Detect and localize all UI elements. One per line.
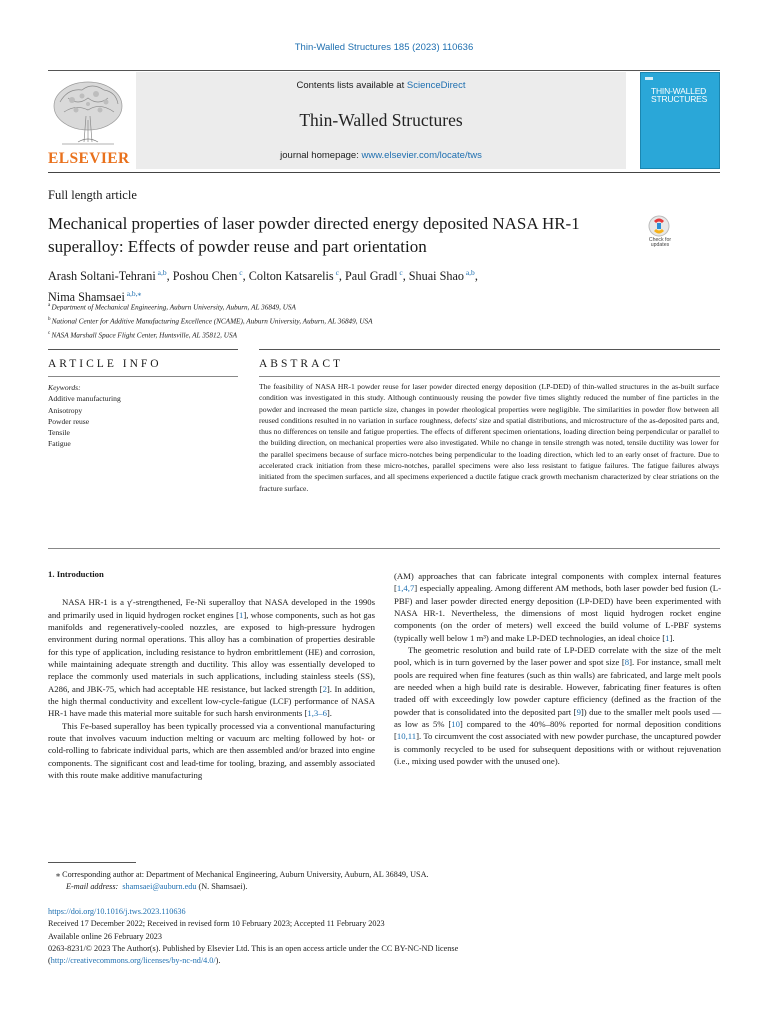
masthead-top-rule xyxy=(48,70,720,71)
author-separator: , xyxy=(166,269,173,284)
section-title-introduction: 1. Introduction xyxy=(48,569,104,579)
citation-link[interactable]: 1 xyxy=(238,609,244,620)
affiliation-item: $^a$ Department of Mechanical Engineering, Auburn University, Auburn, AL 36849, USA xyxy=(48,303,296,312)
citation-link[interactable]: 10 xyxy=(451,719,460,730)
author-separator: , xyxy=(338,269,345,284)
author-name[interactable]: Poshou Chen xyxy=(172,269,238,284)
abstract-rule xyxy=(259,349,720,350)
doi-link[interactable]: https://doi.org/10.1016/j.tws.2023.110636 xyxy=(48,907,186,916)
corresponding-author-footnote xyxy=(48,869,720,893)
abstract-heading: ABSTRACT xyxy=(259,358,344,370)
article-type: Full length article xyxy=(48,188,137,202)
keywords-list xyxy=(48,393,238,449)
body-column-right xyxy=(394,570,721,768)
author-affiliation-marker[interactable]: c xyxy=(397,268,403,277)
intro-paragraph-1: NASA HR-1 is a γ′-strengthened, Fe-Ni superalloy that NASA developed in the 1990s and primarily used in liquid hydrogen rocket engines [1], whose components, such as hot gas manifolds and regeneratively-cooled nozzles, are exposed to high-pressure hydrogen environment during normal operations. This alloy has a combination of properties desirable for this type of application, including resistance to hydron embrittlement (HE) and corrosion, while maintaining adequate strength and ductility. This alloy was essentially developed to replace the commonly used materials in such applications, including stainless steels (SS), A286, and JBK-75, which had acceptable HE resistance, but lacked strength [2]. In addition, the high thermal conductivity and excellent low-cycle-fatigue (LCF) performance of NASA HR-1 have made this material more suitable for such harsh environments [1,3–6]. xyxy=(48,597,375,719)
article-title: Mechanical properties of laser powder directed energy deposited NASA HR-1 superalloy: Effects of powder reuse and part orientation xyxy=(48,214,580,256)
affiliation-item: $^c$ NASA Marshall Space Flight Center, Huntsville, AL 35812, USA xyxy=(48,330,237,340)
affiliation-item: $^b$ National Center for Additive Manufacturing Excellence (NCAME), Auburn University, Auburn, AL 36849, USA xyxy=(48,316,373,326)
author-separator: , xyxy=(242,269,249,284)
citation-link[interactable]: 1 xyxy=(665,632,670,643)
keywords-rule xyxy=(48,376,238,377)
license-statement: 0263-8231/© 2023 The Author(s). Published by Elsevier Ltd. This is an open access article under the CC BY-NC-ND license xyxy=(48,943,459,953)
author-name[interactable]: Colton Katsarelis xyxy=(248,269,334,284)
author-name[interactable]: Arash Soltani-Tehrani xyxy=(48,269,156,284)
keyword-item: Additive manufacturing xyxy=(48,394,121,404)
citation-link[interactable]: 1,3–6 xyxy=(307,708,327,719)
citation-link[interactable]: 9 xyxy=(576,706,581,717)
footnote-rule xyxy=(48,862,136,863)
body-column-left xyxy=(48,568,375,782)
citation-link[interactable]: 2 xyxy=(322,683,327,694)
author-name[interactable]: Nima Shamsaei xyxy=(48,290,125,305)
article-info-heading: ARTICLE INFO xyxy=(48,358,162,370)
affiliations xyxy=(48,300,688,342)
article-info-rule xyxy=(48,349,238,350)
keyword-item: Tensile xyxy=(48,428,70,438)
author-affiliation-marker[interactable]: a,b xyxy=(463,268,475,277)
journal-masthead xyxy=(136,72,626,169)
author-separator: , xyxy=(474,269,478,284)
intro-paragraph-3: The geometric resolution and build rate of LP-DED correlate with the size of the melt pool, which is in turn governed by the laser power and spot size [8]. For instance, small melt pools are required when fine features (such as thin walls) are fabricated, and large melt pools are needed when a high build rate is desirable. However, fabricating finer features is often traded off with exceedingly low powder capture efficiency (defined as the fraction of the powder that is consolidated into the deposited part [9]) due to the smaller melt pools used — as low as 5% [10] compared to the 40%–80% reported for normal deposition conditions [10,11]. To circumvent the cost associated with new powder purchase, the uncaptured powder is commonly recycled to be used for subsequent depositions with or without rejuvenation (i.e., mixing used powder with the unused one). xyxy=(394,645,722,767)
email-line: E-mail address: shamsaei@auburn.edu (N. Shamsaei). xyxy=(66,882,248,892)
author-affiliation-marker[interactable]: c xyxy=(237,268,243,277)
author-affiliation-marker[interactable]: a,b,⁎ xyxy=(124,289,142,299)
author-name[interactable]: Paul Gradl xyxy=(345,269,398,284)
author-name[interactable]: Shuai Shao xyxy=(408,269,464,284)
keywords-label: Keywords: xyxy=(48,383,81,392)
journal-homepage-link[interactable]: www.elsevier.com/locate/tws xyxy=(361,150,482,161)
author-separator: , xyxy=(402,269,409,284)
cover-logo-mark xyxy=(645,77,653,80)
citation-link[interactable]: 8 xyxy=(624,657,630,668)
author-email-link[interactable]: shamsaei@auburn.edu xyxy=(122,882,197,892)
abstract-bottom-rule xyxy=(48,548,720,549)
author-affiliation-marker[interactable]: c xyxy=(333,268,339,277)
received-dates: Received 17 December 2022; Received in revised form 10 February 2023; Accepted 11 February 2023 xyxy=(48,919,385,929)
journal-name: Thin-Walled Structures xyxy=(299,110,463,130)
keyword-item: Fatigue xyxy=(48,439,71,449)
citation-link[interactable]: 1,4,7 xyxy=(396,583,415,594)
masthead-bottom-rule xyxy=(48,172,720,173)
keyword-item: Anisotropy xyxy=(48,405,83,415)
abstract-text: The feasibility of NASA HR-1 powder reuse for laser powder directed energy deposition (LP-DED) of thin-walled structures in the as-built surface condition was investigated in this study. Although continuously reusing the powder five times slightly reduced the number of fine particles in the powder and increased the mean particle size, changes in powder rheological properties were negligible. The similarities in powder flow between all reused conditions resulted in no variation in surface roughness, defects' size and spatial distributions, and microstructure of the as-deposited parts and, thus no differences on tensile and fatigue properties. The effects of different specimen orientations, loading direction being perpendicular or parallel to the building direction, on mechanical properties were also investigated. While no change in tensile strength was noted, tensile ductility was lower for the parallel specimens because of surface micro-notches being perpendicular to the loading direction, which led to an early onset of fracture. Due to accelerated crack initiation from these micro-notches, parallel specimens were also less resistant to fatigue failures. The fatigue failures always initiated from the specimen surfaces, and all specimens experienced a ductile fatigue crack growth mechanism characterized by clear striations on the fracture surface. xyxy=(259,382,719,493)
intro-paragraph-2-continued: (AM) approaches that can fabricate integral components with complex internal features [1,4,7] especially appealing. Among different AM methods, both laser powder bed fusion (L-PBF) and laser powder directed energy deposition (LP-DED) have been experimented with NASA HR-1. Nevertheless, the dimensions of most liquid hydrogen rocket engine components (on the order of meters) well exceed the build volume of L-PBF systems (typically well below 1 m³) and make LP-DED technologies, an ideal choice [1]. xyxy=(394,571,721,643)
check-for-updates-label[interactable]: Check for updates xyxy=(648,237,672,249)
journal-cover-thumbnail[interactable] xyxy=(640,72,720,169)
license-link-line: (http://creativecommons.org/licenses/by-nc-nd/4.0/). xyxy=(48,956,221,966)
abstract-top-rule xyxy=(259,376,720,377)
journal-homepage-line: journal homepage: www.elsevier.com/locate/tws xyxy=(280,150,482,161)
corresponding-author-note: ⁎ Corresponding author at: Department of Mechanical Engineering, Auburn University, Auburn, AL 36849, USA. xyxy=(56,870,429,879)
intro-paragraph-2: This Fe-based superalloy has been typically processed via a conventional manufacturing route that involves vacuum induction melting or vacuum arc melting followed by hot- or cold-rolling to fabricate individual parts, which are then assembled and/or brazed into engine components. The significant cost and lead-time for tooling, brazing, and assembly associated with this route make additive manufacturing xyxy=(48,720,375,781)
available-online-date: Available online 26 February 2023 xyxy=(48,931,162,941)
sciencedirect-link[interactable]: ScienceDirect xyxy=(406,80,466,91)
keywords-block xyxy=(48,382,238,450)
keyword-item: Powder reuse xyxy=(48,416,90,426)
publication-info xyxy=(48,906,720,967)
elsevier-wordmark[interactable]: ELSEVIER xyxy=(48,150,130,167)
journal-reference[interactable]: Thin-Walled Structures 185 (2023) 110636 xyxy=(294,42,474,53)
cover-title: THIN-WALLED STRUCTURES xyxy=(651,86,708,104)
license-link[interactable]: http://creativecommons.org/licenses/by-nc-nd/4.0/ xyxy=(50,956,216,966)
author-affiliation-marker[interactable]: a,b xyxy=(155,268,167,277)
contents-available-line: Contents lists available at ScienceDirect xyxy=(296,80,466,91)
citation-link[interactable]: 10,11 xyxy=(396,731,417,742)
